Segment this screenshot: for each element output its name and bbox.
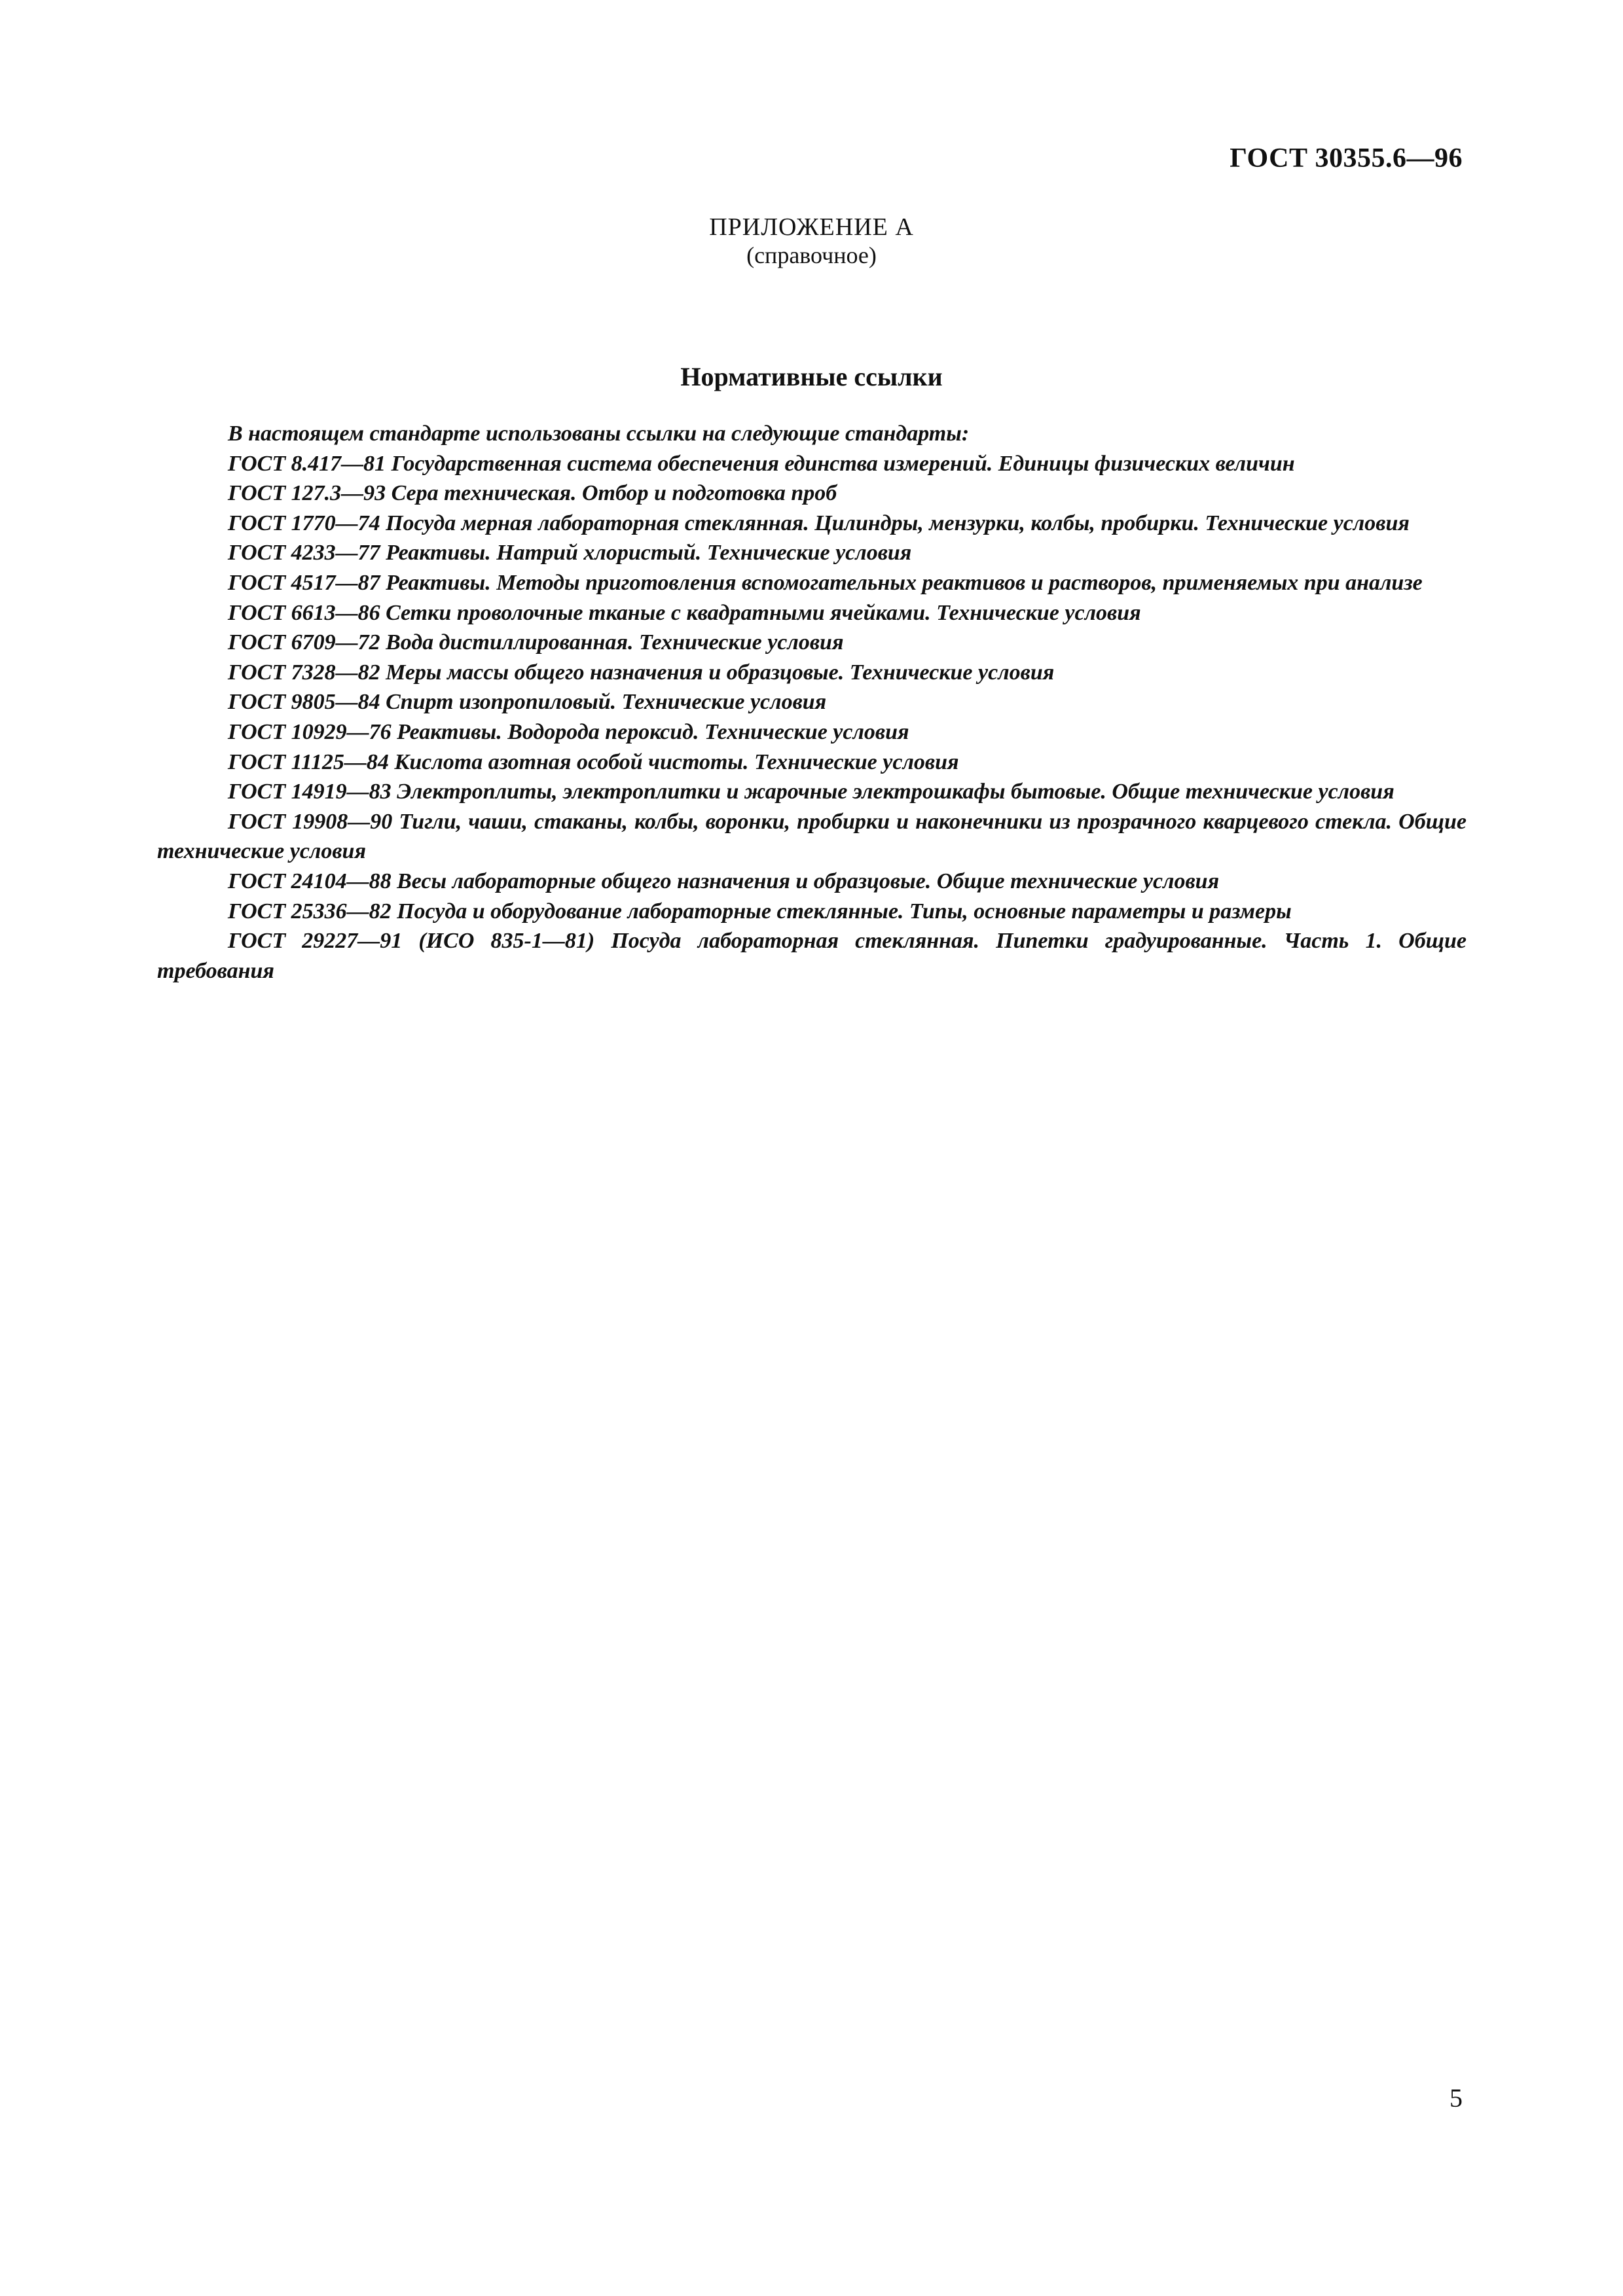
reference-item: ГОСТ 9805—84 Спирт изопропиловый. Технические условия [228, 690, 827, 715]
reference-item: ГОСТ 127.3—93 Сера техническая. Отбор и подготовка проб [228, 481, 837, 506]
page-number: 5 [1450, 2083, 1463, 2113]
appendix-heading [0, 213, 1623, 269]
reference-item: ГОСТ 8.417—81 Государственная система обеспечения единства измерений. Единицы физических величин [228, 451, 1295, 476]
section-title: Нормативные ссылки [680, 362, 943, 391]
reference-item: ГОСТ 11125—84 Кислота азотная особой чистоты. Технические условия [228, 749, 959, 774]
document-id: ГОСТ 30355.6—96 [1230, 143, 1463, 173]
reference-item: ГОСТ 7328—82 Меры массы общего назначения и образцовые. Технические условия [228, 660, 1055, 685]
references-intro: В настоящем стандарте использованы ссылки на следующие стандарты: [228, 422, 970, 446]
reference-item: ГОСТ 1770—74 Посуда мерная лабораторная стеклянная. Цилиндры, мензурки, колбы, пробирки. Технические условия [228, 511, 1410, 535]
references-list [157, 419, 1467, 986]
appendix-title: ПРИЛОЖЕНИЕ А [709, 213, 914, 241]
reference-item: ГОСТ 6709—72 Вода дистиллированная. Технические условия [228, 630, 844, 655]
reference-item: ГОСТ 4233—77 Реактивы. Натрий хлористый. Технические условия [228, 541, 912, 565]
reference-item: ГОСТ 19908—90 Тигли, чаши, стаканы, колбы, воронки, пробирки и наконечники из прозрачного кварцевого стекла. Общие технические условия [157, 809, 1467, 864]
reference-item: ГОСТ 29227—91 (ИСО 835-1—81) Посуда лабораторная стеклянная. Пипетки градуированные. Часть 1. Общие требования [157, 929, 1467, 983]
reference-item: ГОСТ 14919—83 Электроплиты, электроплитки и жарочные электрошкафы бытовые. Общие технические условия [228, 780, 1395, 804]
reference-item: ГОСТ 4517—87 Реактивы. Методы приготовления вспомогательных реактивов и растворов, применяемых при анализе [228, 570, 1423, 595]
reference-item: ГОСТ 24104—88 Весы лабораторные общего назначения и образцовые. Общие технические условия [228, 869, 1220, 893]
reference-item: ГОСТ 10929—76 Реактивы. Водорода пероксид. Технические условия [228, 719, 909, 744]
reference-item: ГОСТ 6613—86 Сетки проволочные тканые с квадратными ячейками. Технические условия [228, 600, 1141, 625]
reference-item: ГОСТ 25336—82 Посуда и оборудование лабораторные стеклянные. Типы, основные параметры и размеры [228, 899, 1292, 924]
appendix-subtitle: (справочное) [746, 242, 877, 268]
